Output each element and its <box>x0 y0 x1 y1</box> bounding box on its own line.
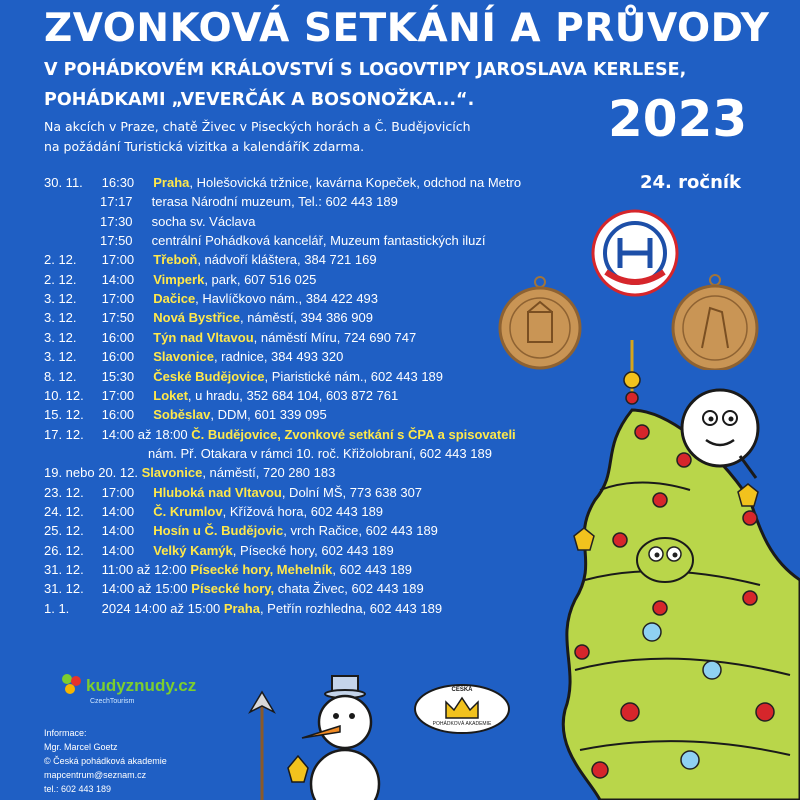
event-details: , Petřín rozhledna, 602 443 189 <box>259 600 443 616</box>
event-date: 3. 12. <box>44 349 77 365</box>
event-time: 15:30 <box>101 368 135 384</box>
kudyznudy-text[interactable]: kudyznudy.cz <box>86 676 197 695</box>
event-date: 31. 12. <box>44 581 84 597</box>
cpa-badge-bottom: POHÁDKOVÁ AKADEMIE <box>432 721 492 727</box>
snowball-face-icon <box>670 382 770 482</box>
poster-subtitle-line1: V POHÁDKOVÉM KRÁLOVSTVÍ S LOGOVTIPY JAROSLAVA KERLESE, <box>44 60 687 80</box>
event-place: Hosín u Č. Budějovic <box>153 523 284 539</box>
poster-title: ZVONKOVÁ SETKÁNÍ A PRŮVODY <box>44 6 770 51</box>
event-details: , 602 443 189 <box>332 562 412 577</box>
event-place: Písecké hory, <box>191 581 275 597</box>
event-date: 3. 12. <box>44 291 77 307</box>
event-time: 14:00 až 18:00 <box>101 426 188 442</box>
event-time: 17:00 <box>101 252 135 268</box>
event-time: 17:50 <box>100 233 133 249</box>
event-date: 17. 12. <box>44 426 84 442</box>
event-time: 16:00 <box>101 349 135 365</box>
event-details: chata Živec, 602 443 189 <box>274 581 424 597</box>
event-date: 30. 11. <box>44 175 83 190</box>
event-time: 11:00 až 12:00 <box>101 562 187 577</box>
event-row <box>44 504 383 524</box>
poster-year: 2023 <box>608 90 748 148</box>
event-place: Týn nad Vltavou <box>153 329 254 345</box>
event-time: 16:00 <box>101 329 135 345</box>
event-row <box>44 581 424 601</box>
event-date: 25. 12. <box>44 523 84 539</box>
event-row <box>44 252 377 272</box>
event-place: Hluboká nad Vltavou <box>153 484 282 500</box>
edition-label: 24. ročník <box>640 172 742 193</box>
event-place: Slavonice <box>153 349 214 365</box>
intro-line1: Na akcích v Praze, chatě Živec v Piseckých horách a Č. Budějovicích <box>44 119 471 134</box>
event-place: Třeboň <box>153 252 198 268</box>
event-row <box>44 523 438 543</box>
event-place: Dačice <box>153 291 196 307</box>
event-time: 14:00 <box>101 523 135 539</box>
event-details: , radnice, 384 493 320 <box>213 349 344 365</box>
event-row <box>44 543 394 563</box>
event-details: , Havlíčkovo nám., 384 422 493 <box>195 291 379 307</box>
event-time: 16:30 <box>101 175 135 190</box>
event-date: 24. 12. <box>44 503 84 519</box>
event-details: , Piaristické nám., 602 443 189 <box>264 368 444 384</box>
event-details: , DDM, 601 339 095 <box>210 407 327 423</box>
cpa-badge-top: ČESKÁ <box>451 687 473 693</box>
event-details: nám. Př. Otakara v rámci 10. roč. Křižolobraní, 602 443 189 <box>148 445 492 461</box>
event-date: 3. 12. <box>44 329 77 345</box>
event-row <box>44 194 398 214</box>
event-time: 2024 14:00 až 15:00 <box>101 600 221 616</box>
event-row <box>44 349 343 369</box>
event-details: terasa Národní muzeum, Tel.: 602 443 189 <box>151 194 398 210</box>
event-date: 31. 12. <box>44 562 84 577</box>
contact-line2: Mgr. Marcel Goetz <box>44 742 118 752</box>
event-details: , náměstí Míru, 724 690 747 <box>253 329 417 345</box>
event-row <box>44 291 378 311</box>
event-place: Praha <box>153 175 190 190</box>
event-time: 17:00 <box>101 387 135 403</box>
event-row <box>44 465 335 485</box>
event-details: socha sv. Václava <box>151 213 256 229</box>
event-date: 8. 12. <box>44 368 77 384</box>
event-row <box>44 388 398 408</box>
contact-email[interactable]: mapcentrum@seznam.cz <box>44 770 147 780</box>
event-time: 16:00 <box>101 407 135 423</box>
contact-line1: Informace: <box>44 728 87 738</box>
snowman-icon <box>240 672 400 800</box>
event-details: , vrch Račice, 602 443 189 <box>283 523 438 539</box>
event-row <box>44 562 412 582</box>
kct-badge-icon <box>590 208 680 298</box>
poster-subtitle-line2: POHÁDKAMI „VEVERČÁK A BOSONOŽKA...“. <box>44 90 475 110</box>
event-time: 14:00 <box>101 542 135 558</box>
event-place: Loket <box>153 387 188 403</box>
event-date: 1. 1. <box>44 600 70 616</box>
event-details: , u hradu, 352 684 104, 603 872 761 <box>187 387 399 403</box>
event-date: 2. 12. <box>44 252 77 268</box>
event-row <box>44 214 255 234</box>
event-date: 3. 12. <box>44 310 77 326</box>
event-date: 10. 12. <box>44 387 84 403</box>
contact-line3: © Česká pohádková akademie <box>44 756 167 766</box>
event-row <box>44 233 485 253</box>
event-row <box>44 310 373 330</box>
event-row <box>44 175 521 195</box>
event-place: Písecké hory, Mehelník <box>190 562 333 577</box>
event-place: Velký Kamýk <box>153 542 233 558</box>
kudyznudy-subtext: CzechTourism <box>90 698 135 705</box>
event-place: Soběslav <box>153 407 211 423</box>
event-time: 17:30 <box>100 213 133 229</box>
event-details: , park, 607 516 025 <box>204 271 317 287</box>
event-row <box>44 272 316 292</box>
event-time: 14:00 <box>101 503 135 519</box>
event-date: 19. nebo 20. 12. <box>44 465 138 481</box>
event-row <box>44 407 327 427</box>
event-place: Nová Bystřice <box>153 310 240 326</box>
event-date: 15. 12. <box>44 407 84 423</box>
event-time: 14:00 až 15:00 <box>101 581 188 597</box>
event-time: 17:00 <box>101 484 135 500</box>
event-details: , nádvoří kláštera, 384 721 169 <box>197 252 377 268</box>
event-details: , náměstí, 720 280 183 <box>202 465 336 481</box>
event-row <box>44 369 443 389</box>
event-place: Č. Budějovice, Zvonkové setkání s ČPA a spisovateli <box>191 426 516 442</box>
event-details: , náměstí, 394 386 909 <box>239 310 373 326</box>
event-place: Praha <box>223 600 260 616</box>
event-row <box>44 601 442 621</box>
event-time: 17:50 <box>101 310 135 326</box>
event-row <box>44 330 416 350</box>
event-place: Slavonice <box>141 465 203 481</box>
event-time: 17:17 <box>100 194 133 210</box>
contact-phone: tel.: 602 443 189 <box>44 784 112 794</box>
event-place: Vimperk <box>153 271 205 287</box>
event-details: , Křížová hora, 602 443 189 <box>222 503 384 519</box>
event-time: 14:00 <box>101 271 135 287</box>
event-row <box>44 485 422 505</box>
event-place: Č. Krumlov <box>153 503 223 519</box>
event-time: 17:00 <box>101 291 135 307</box>
event-details: , Písecké hory, 602 443 189 <box>232 542 394 558</box>
kudyznudy-logo-icon <box>58 671 84 697</box>
event-date: 2. 12. <box>44 271 77 287</box>
event-details: , Holešovická tržnice, kavárna Kopeček, odchod na Metro <box>189 175 522 190</box>
event-date: 23. 12. <box>44 484 84 500</box>
intro-line2: na požádání Turistická vizitka a kalendáříK zdarma. <box>44 139 365 154</box>
event-details: centrální Pohádková kancelář, Muzeum fantastických iluzí <box>151 233 486 249</box>
event-details: , Dolní MŠ, 773 638 307 <box>281 484 423 500</box>
event-row <box>44 427 516 447</box>
event-date: 26. 12. <box>44 542 84 558</box>
crown-badge-icon <box>412 682 512 736</box>
event-row <box>44 446 492 466</box>
event-place: České Budějovice <box>153 368 265 384</box>
